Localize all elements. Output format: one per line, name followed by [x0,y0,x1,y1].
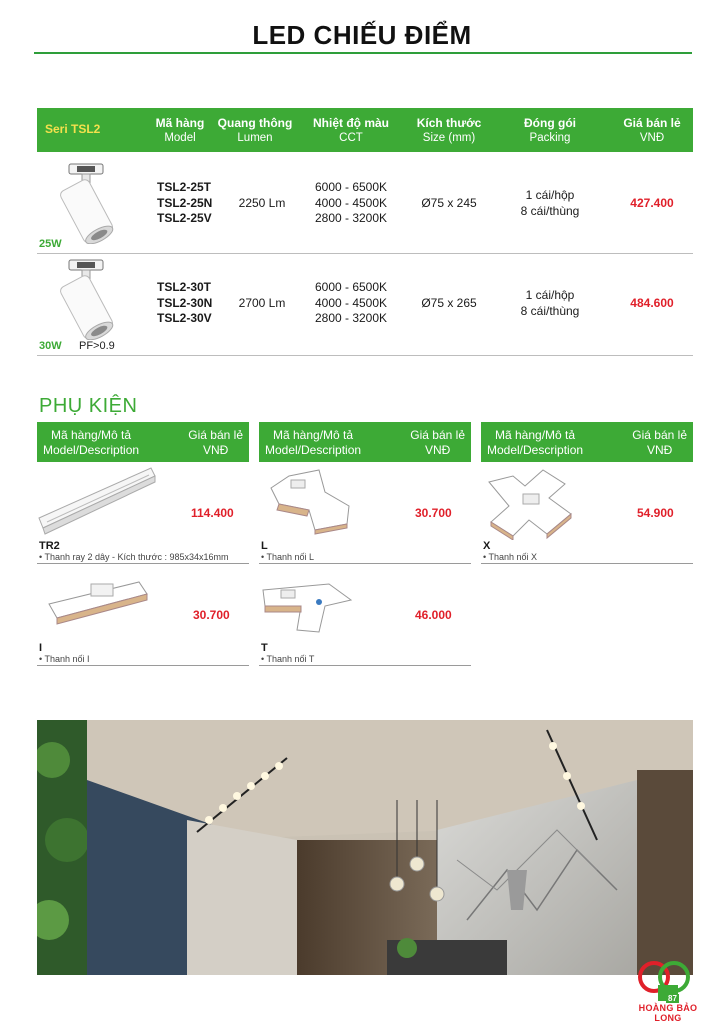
accessory-header: Mã hàng/Mô tả Model/Description Giá bán lẻ VNĐ [37,422,249,462]
accessory-code: I [39,642,43,654]
accessory-code: TR2 [39,540,60,552]
table-header [37,108,693,152]
accessory-description: • Thanh nối T [261,654,315,664]
divider [37,665,249,666]
series-label: Seri TSL2 [45,122,101,136]
divider [481,563,693,564]
spotlight-30w-icon [47,258,125,340]
cct-values: 6000 - 6500K 4000 - 4500K 2800 - 3200K [314,280,388,325]
header-cct: Nhiệt độ màu CCT [312,116,389,144]
power-factor-label: PF>0.9 [79,340,115,352]
price-value: 484.600 [630,296,674,310]
accessory-item-tr2 [37,462,249,564]
accessory-price: 54.900 [637,506,674,520]
cct-values: 6000 - 6500K 4000 - 4500K 2800 - 3200K [314,180,388,225]
price-value: 427.400 [630,196,674,210]
l-connector-icon [263,466,359,538]
x-connector-icon [483,464,579,540]
model-codes: TSL2-30T TSL2-30N TSL2-30V [157,280,213,325]
t-connector-icon [259,576,355,640]
accessory-header: Mã hàng/Mô tả Model/Description Giá bán lẻ VNĐ [259,422,471,462]
header-lumen: Quang thông Lumen [217,116,293,144]
accessory-price: 46.000 [415,608,452,622]
wattage-label: 30W [39,340,62,352]
size-value: Ø75 x 265 [421,296,477,310]
size-value: Ø75 x 245 [421,196,477,210]
i-connector-icon [43,572,153,632]
accessory-item-i [37,566,249,668]
interior-photo [37,720,693,975]
divider [259,563,471,564]
interior-photo-image [37,720,693,975]
accessory-price: 30.700 [415,506,452,520]
packing-values: 1 cái/hộp 8 cái/thùng [520,188,580,218]
accessory-code: T [261,642,268,654]
divider [37,563,249,564]
table-row [37,254,693,356]
accessory-item-t [259,566,471,668]
accessory-code: X [483,540,491,552]
spotlight-25w-icon [47,162,125,244]
accessory-item-x [481,462,693,564]
table-row [37,152,693,254]
header-price: Giá bán lẻ VNĐ [623,116,681,144]
model-codes: TSL2-25T TSL2-25N TSL2-25V [157,180,213,225]
page-number: 87 [668,994,677,1003]
product-table [37,108,693,356]
accessory-price: 30.700 [193,608,230,622]
accessory-item-l [259,462,471,564]
lumen-value: 2700 Lm [238,296,286,310]
brand-name: HOÀNG BẢO LONG [638,1003,698,1023]
accessory-description: • Thanh ray 2 dây - Kích thước : 985x34x16mm [39,552,229,562]
accessory-description: • Thanh nối X [483,552,538,562]
track-rail-icon [37,466,157,536]
header-model: Mã hàng Model [155,116,205,144]
page-title: LED CHIẾU ĐIỂM [252,20,472,50]
title-divider [34,52,692,54]
accessory-code: L [261,540,268,552]
header-packing: Đóng gói Packing [524,116,576,144]
lumen-value: 2250 Lm [238,196,286,210]
accessory-description: • Thanh nối L [261,552,315,562]
accessory-header: Mã hàng/Mô tả Model/Description Giá bán lẻ VNĐ [481,422,693,462]
accessory-price: 114.400 [191,506,234,520]
wattage-label: 25W [39,238,62,250]
divider [259,665,471,666]
accessories-title: PHỤ KIỆN [39,395,138,417]
accessory-description: • Thanh nối I [39,654,90,664]
header-size: Kích thước Size (mm) [416,116,482,144]
packing-values: 1 cái/hộp 8 cái/thùng [520,288,580,318]
